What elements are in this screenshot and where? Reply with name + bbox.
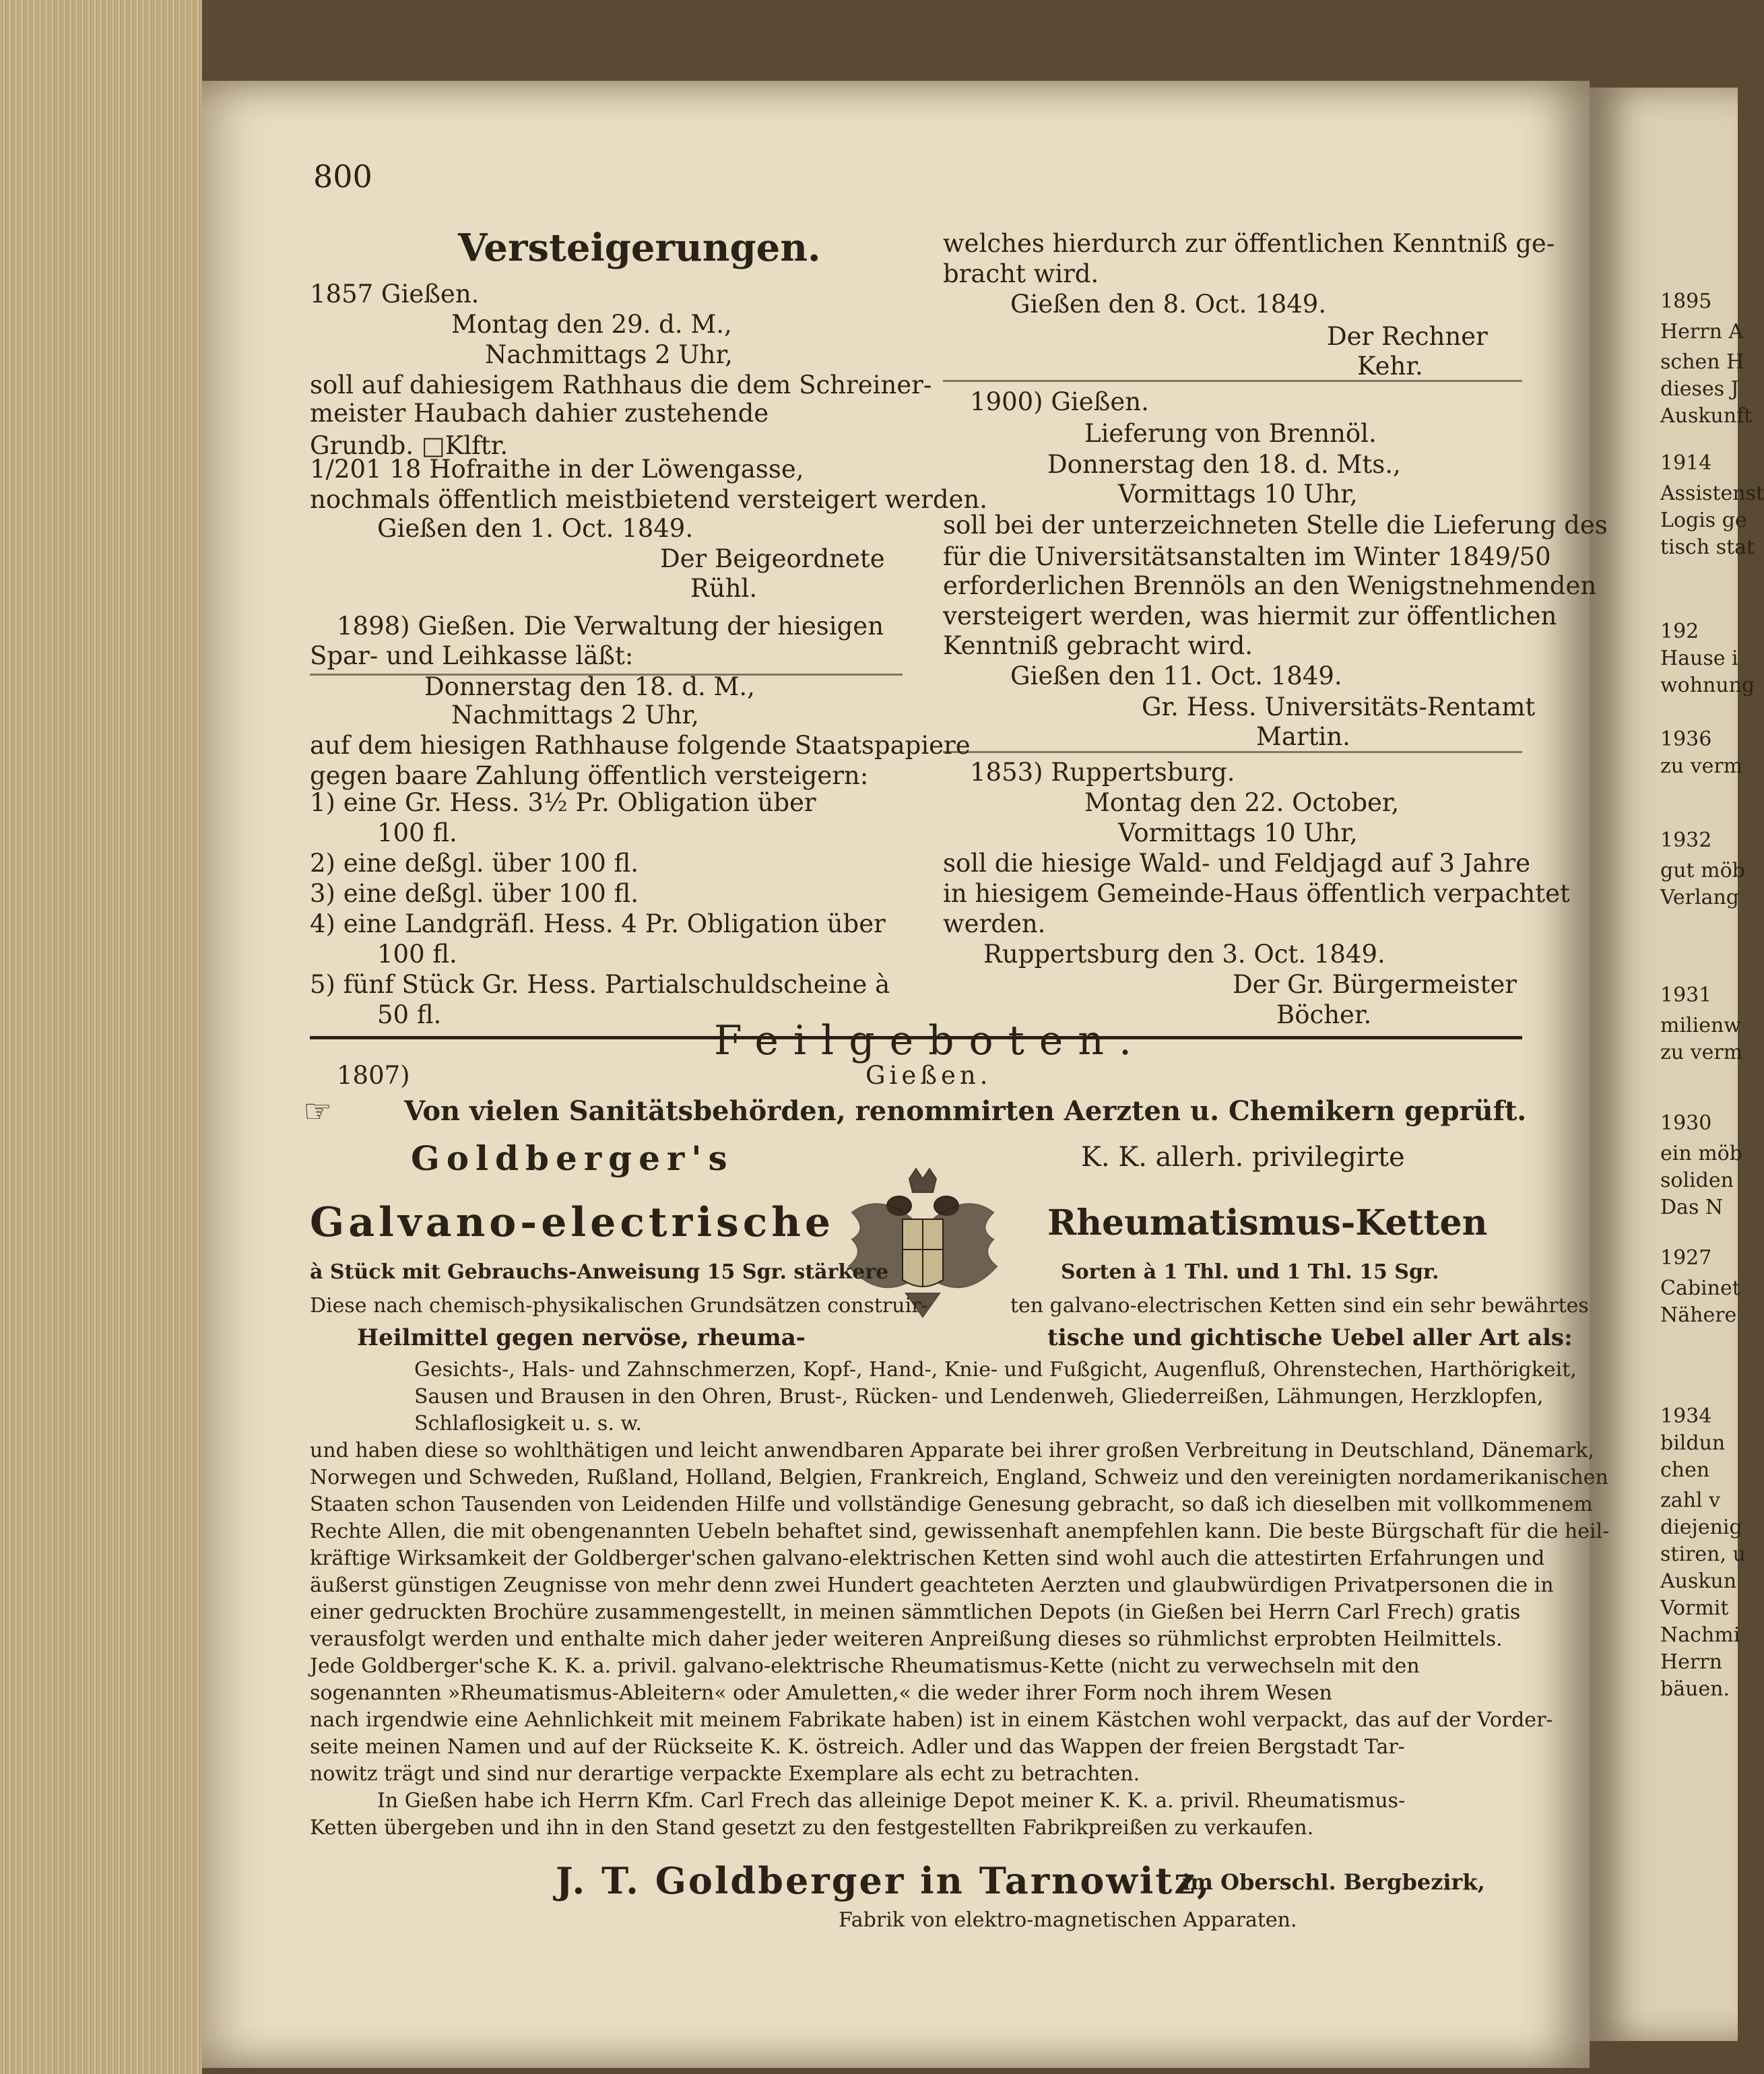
next-page-line: tisch stat (1660, 536, 1755, 559)
text-line: Gießen den 1. Oct. 1849. (377, 514, 694, 543)
column-rule-right-2 (943, 751, 1522, 753)
next-page-line: dieses J (1660, 377, 1739, 401)
next-page-line: 1914 (1660, 451, 1712, 475)
text-line: 100 fl. (377, 818, 457, 847)
text-line: Spar- und Leihkasse läßt: (310, 641, 634, 670)
text-line: meister Haubach dahier zustehende (310, 399, 769, 428)
ad-line-a-right: ten galvano-electrischen Ketten sind ein sehr bewährtes (1010, 1294, 1589, 1318)
text-line: versteigert werden, was hiermit zur öffentlichen (943, 602, 1557, 630)
text-line: Nachmittags 2 Uhr, (485, 340, 733, 369)
text-line: soll die hiesige Wald- und Feldjagd auf 3 Jahre (943, 849, 1531, 878)
text-line: Ruppertsburg den 3. Oct. 1849. (983, 940, 1385, 969)
ad-product-right: Rheumatismus-Ketten (1047, 1202, 1488, 1243)
text-line: Grundb. □Klftr. (310, 431, 509, 460)
text-line: bracht wird. (943, 259, 1099, 288)
next-page-line: ein möb (1660, 1142, 1742, 1165)
next-page-line: Auskunft (1660, 404, 1753, 428)
ad-line-b-left: Heilmittel gegen nervöse, rheuma- (357, 1324, 806, 1351)
text-line: Der Gr. Bürgermeister (1233, 970, 1517, 999)
text-line: Jede Goldberger'sche K. K. a. privil. galvano-elektrische Rheumatismus-Kette (nicht zu verwechseln mit den (310, 1654, 1420, 1678)
text-line: 1857 Gießen. (310, 280, 480, 309)
text-line: 1/201 18 Hofraithe in der Löwengasse, (310, 455, 804, 484)
text-line: Gesichts-, Hals- und Zahnschmerzen, Kopf-, Hand-, Knie- und Fußgicht, Augenfluß, Ohrenstechen, Harthörigkeit, (414, 1358, 1577, 1382)
text-line: nochmals öffentlich meistbietend versteigert werden. (310, 485, 988, 514)
ad-tested-line: Von vielen Sanitätsbehörden, renommirten Aerzten u. Chemikern geprüft. (404, 1095, 1527, 1127)
ad-product-left: Galvano-electrische (310, 1199, 835, 1246)
next-page-line: milienw (1660, 1014, 1741, 1037)
text-line: soll auf dahiesigem Rathhaus die dem Schreiner- (310, 370, 932, 399)
text-line: Gr. Hess. Universitäts-Rentamt (1142, 692, 1536, 721)
next-page-fragment (1590, 88, 1764, 2041)
text-line: in hiesigem Gemeinde-Haus öffentlich verpachtet (943, 879, 1570, 908)
text-line: Lieferung von Brennöl. (1084, 419, 1377, 448)
text-line: Donnerstag den 18. d. M., (424, 672, 755, 701)
next-page-line: chen (1660, 1458, 1710, 1482)
next-page-line: 192 (1660, 620, 1699, 643)
next-page-line: Herrn A (1660, 320, 1744, 344)
next-page-line: 1895 (1660, 290, 1712, 313)
next-page-line: Logis ge (1660, 509, 1747, 532)
next-page-line: Vormit (1660, 1596, 1729, 1620)
next-page-line: 1936 (1660, 727, 1712, 751)
text-line: Montag den 29. d. M., (451, 310, 732, 339)
section-title-offered: Feilgeboten. (714, 1017, 1147, 1064)
text-line: Gießen den 8. Oct. 1849. (1010, 290, 1327, 319)
text-line: Sausen und Brausen in den Ohren, Brust-, Rücken- und Lendenweh, Gliederreißen, Lähmungen, Herzklopfen, (414, 1385, 1544, 1408)
ad-signature: J. T. Goldberger in Tarnowitz, (556, 1859, 1212, 1902)
text-line: 100 fl. (377, 940, 457, 969)
text-line: Donnerstag den 18. d. Mts., (1047, 450, 1401, 479)
ad-signature-suffix: im Oberschl. Bergbezirk, (1182, 1869, 1485, 1895)
text-line: Montag den 22. October, (1084, 788, 1400, 817)
ad-privileged: K. K. allerh. privilegirte (1081, 1142, 1405, 1173)
next-page-line: bildun (1660, 1431, 1726, 1455)
text-line: Vormittags 10 Uhr, (1118, 818, 1358, 847)
next-page-line: Das N (1660, 1196, 1724, 1219)
text-line: 1853) Ruppertsburg. (970, 758, 1235, 787)
text-line: erforderlichen Brennöls an den Wenigstnehmenden (943, 571, 1597, 600)
next-page-line: wohnung (1660, 674, 1755, 697)
text-line: 5) fünf Stück Gr. Hess. Partialschuldscheine à (310, 970, 890, 999)
next-page-line: bäuen. (1660, 1677, 1730, 1701)
ad-factory: Fabrik von elektro-magnetischen Apparaten. (839, 1908, 1297, 1932)
next-page-line: Nachmi (1660, 1623, 1740, 1647)
text-line: verausfolgt werden und enthalte mich daher jeder weiteren Anpreißung dieses so rühmlichst erprobten Heilmittels. (310, 1627, 1503, 1651)
page-number: 800 (313, 158, 372, 195)
text-line: sogenannten »Rheumatismus-Ableitern« oder Amuletten,« die weder ihrer Form noch ihrem Wesen (310, 1681, 1332, 1705)
text-line: Martin. (1256, 722, 1350, 751)
text-line: Der Rechner (1327, 322, 1488, 351)
next-page-line: Cabinet (1660, 1276, 1740, 1300)
text-line: Rühl. (690, 574, 758, 603)
next-page-line: gut möb (1660, 859, 1745, 882)
text-line: soll bei der unterzeichneten Stelle die Lieferung des (943, 511, 1608, 540)
text-line: 4) eine Landgräfl. Hess. 4 Pr. Obligation über (310, 909, 886, 938)
section-title-auctions: Versteigerungen. (458, 226, 821, 270)
text-line: Rechte Allen, die mit obengenannten Uebeln behaftet sind, gewissenhaft anempfehlen kann. Die beste Bürgschaft für die heil- (310, 1520, 1610, 1543)
next-page-line: 1930 (1660, 1111, 1712, 1135)
next-page-line: schen H (1660, 350, 1744, 374)
text-line: 1898) Gießen. Die Verwaltung der hiesigen (337, 612, 884, 641)
ad-number: 1807) (337, 1061, 410, 1090)
next-page-line: 1931 (1660, 983, 1712, 1007)
text-line: Ketten übergeben und ihn in den Stand gesetzt zu den festgestellten Fabrikpreißen zu verkaufen. (310, 1816, 1314, 1840)
next-page-line: soliden (1660, 1169, 1734, 1192)
text-line: welches hierdurch zur öffentlichen Kenntniß ge- (943, 229, 1555, 258)
text-line: Kehr. (1357, 352, 1423, 381)
next-page-line: stiren, u (1660, 1543, 1746, 1566)
text-line: Schlaflosigkeit u. s. w. (414, 1412, 643, 1435)
text-line: Nachmittags 2 Uhr, (451, 701, 699, 730)
text-line: In Gießen habe ich Herrn Kfm. Carl Frech das alleinige Depot meiner K. K. a. privil. Rheumatismus- (377, 1789, 1406, 1813)
text-line: kräftige Wirksamkeit der Goldberger'schen galvano-elektrischen Ketten sind wohl auch die attestirten Erfahrungen und (310, 1547, 1545, 1570)
next-page-line: Herrn (1660, 1650, 1722, 1674)
text-line: 1) eine Gr. Hess. 3½ Pr. Obligation über (310, 788, 816, 817)
next-page-line: zu verm (1660, 1041, 1743, 1064)
text-line: einer gedruckten Brochüre zusammengestellt, in meinen sämmtlichen Depots (in Gießen bei Herrn Carl Frech) gratis (310, 1600, 1521, 1624)
ad-line-a-left: Diese nach chemisch-physikalischen Grundsätzen construir- (310, 1294, 928, 1318)
next-page-line: zahl v (1660, 1489, 1721, 1512)
text-line: 50 fl. (377, 1000, 442, 1029)
ad-price-right: Sorten à 1 Thl. und 1 Thl. 15 Sgr. (1061, 1260, 1439, 1284)
text-line: Der Beigeordnete (660, 544, 885, 573)
next-page-line: Verlang (1660, 886, 1740, 909)
text-line: Böcher. (1276, 1000, 1372, 1029)
text-line: Staaten schon Tausenden von Leidenden Hilfe und vollständige Genesung gebracht, so daß ich dieselben mit vollkommenem (310, 1493, 1593, 1516)
next-page-line: Hause i (1660, 647, 1738, 670)
text-line: äußerst günstigen Zeugnisse von mehr denn zwei Hundert geachteten Aerzten und glaubwürdigen Privatpersonen die in (310, 1574, 1554, 1597)
text-line: für die Universitätsanstalten im Winter 1849/50 (943, 542, 1551, 571)
next-page-line: 1934 (1660, 1404, 1712, 1428)
next-page-line: 1932 (1660, 829, 1712, 852)
ad-brand: Goldberger's (411, 1138, 734, 1178)
next-page-line: zu verm (1660, 754, 1743, 778)
pointing-hand-icon: ☞ (303, 1093, 333, 1130)
text-line: seite meinen Namen und auf der Rückseite K. K. östreich. Adler und das Wappen der freien Bergstadt Tar- (310, 1735, 1405, 1759)
ad-price-left: à Stück mit Gebrauchs-Anweisung 15 Sgr. stärkere (310, 1260, 889, 1284)
next-page-line: Auskun (1660, 1569, 1737, 1593)
text-line: gegen baare Zahlung öffentlich versteigern: (310, 761, 869, 790)
book-page-edge (0, 0, 202, 2074)
next-page-line: Nähere (1660, 1303, 1737, 1327)
text-line: werden. (943, 909, 1046, 938)
text-line: auf dem hiesigen Rathhause folgende Staatspapiere (310, 731, 971, 760)
text-line: Kenntniß gebracht wird. (943, 631, 1253, 660)
column-rule-right-1 (943, 380, 1522, 382)
text-line: 2) eine deßgl. über 100 fl. (310, 849, 639, 878)
text-line: nach irgendwie eine Aehnlichkeit mit meinem Fabrikate haben) ist in einem Kästchen wohl verpackt, das auf der Vorder- (310, 1708, 1553, 1732)
text-line: Gießen den 11. Oct. 1849. (1010, 661, 1342, 690)
text-line: Vormittags 10 Uhr, (1118, 480, 1358, 509)
next-page-line: Assistenst (1660, 482, 1764, 505)
ad-place: Gießen. (865, 1061, 992, 1090)
text-line: und haben diese so wohlthätigen und leicht anwendbaren Apparate bei ihrer großen Verbreitung in Deutschland, Dänemark, (310, 1439, 1595, 1462)
next-page-line: 1927 (1660, 1246, 1712, 1270)
text-line: Norwegen und Schweden, Rußland, Holland, Belgien, Frankreich, England, Schweiz und den vereinigten nordamerikanischen (310, 1466, 1608, 1489)
next-page-line: diejenig (1660, 1516, 1742, 1539)
text-line: nowitz trägt und sind nur derartige verpackte Exemplare als echt zu betrachten. (310, 1762, 1140, 1786)
text-line: 1900) Gießen. (970, 387, 1149, 416)
text-line: 3) eine deßgl. über 100 fl. (310, 879, 639, 908)
ad-line-b-right: tische und gichtische Uebel aller Art als: (1047, 1324, 1573, 1351)
